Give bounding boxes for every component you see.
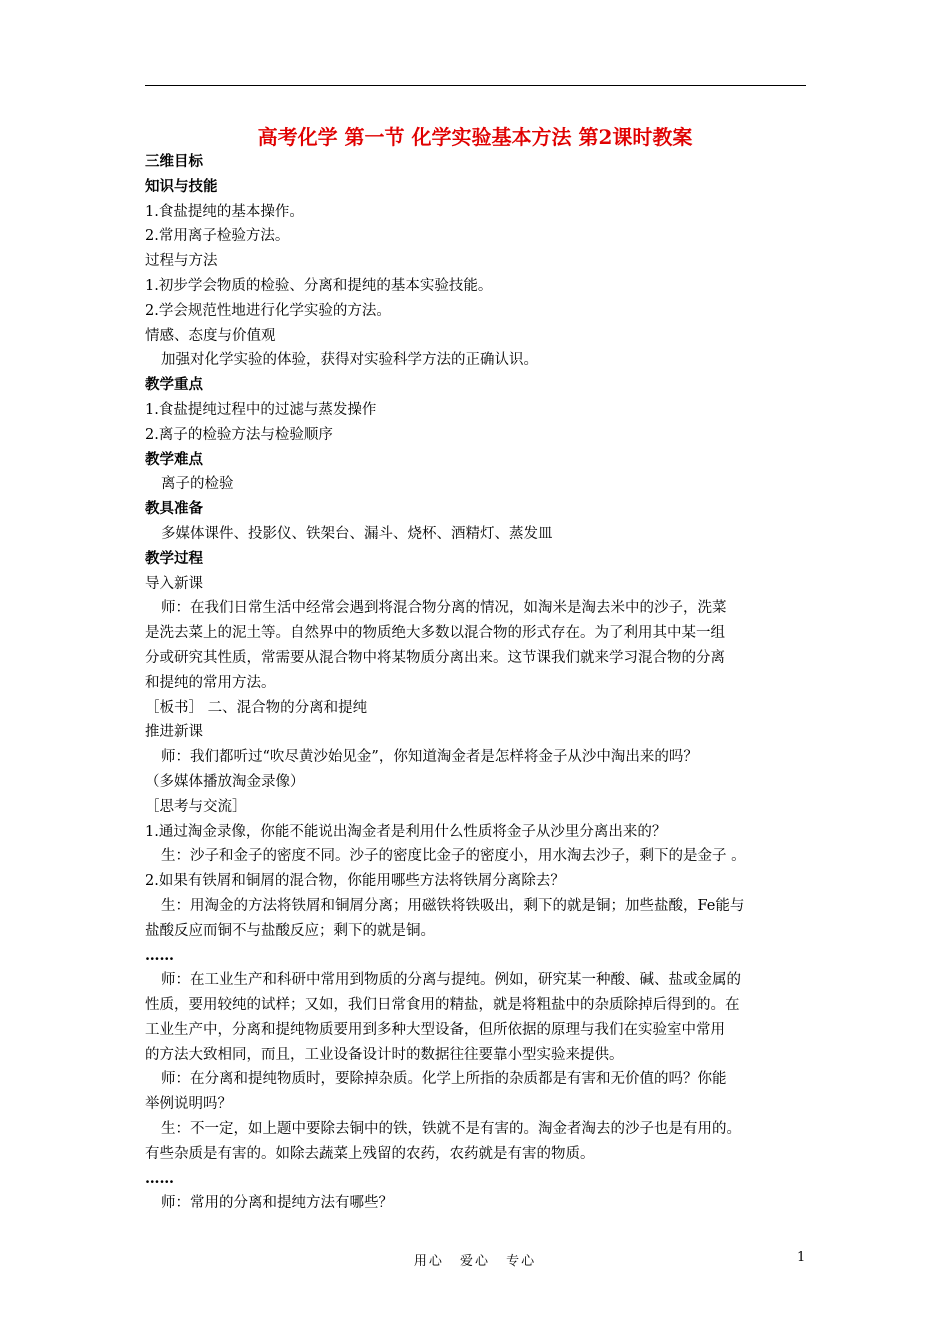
paragraph-line: 多媒体课件、投影仪、铁架台、漏斗、烧杯、酒精灯、蒸发皿 bbox=[161, 525, 553, 542]
section-heading: …… bbox=[145, 946, 174, 964]
paragraph-line: 加强对化学实验的体验，获得对实验科学方法的正确认识。 bbox=[161, 352, 538, 369]
paragraph-line: 2.学会规范性地进行化学实验的方法。 bbox=[145, 302, 391, 319]
section-heading: …… bbox=[145, 1169, 174, 1187]
paragraph-line: 生：沙子和金子的密度不同。沙子的密度比金子的密度小，用水淘去沙子，剩下的是金子 。 bbox=[161, 848, 746, 865]
paragraph-line: ［板书］ 二、混合物的分离和提纯 bbox=[145, 699, 368, 716]
paragraph-line: 1.通过淘金录像，你能不能说出淘金者是利用什么性质将金子从沙里分离出来的？ bbox=[145, 823, 667, 840]
paragraph-line: 有些杂质是有害的。如除去蔬菜上残留的农药，农药就是有害的物质。 bbox=[145, 1145, 595, 1162]
section-heading: 三维目标 bbox=[145, 153, 203, 170]
document-body bbox=[145, 150, 810, 1216]
paragraph-line: 导入新课 bbox=[145, 575, 203, 592]
paragraph-line: 过程与方法 bbox=[145, 253, 218, 270]
paragraph-line: 2.离子的检验方法与检验顺序 bbox=[145, 426, 333, 443]
paragraph-line: ［思考与交流］ bbox=[145, 798, 247, 815]
section-heading: 教学重点 bbox=[145, 376, 203, 394]
paragraph-line: 师：在我们日常生活中经常会遇到将混合物分离的情况，如淘米是淘去米中的沙子，洗菜 bbox=[161, 600, 727, 617]
paragraph-line: 师：在分离和提纯物质时，要除掉杂质。化学上所指的杂质都是有害和无价值的吗？你能 bbox=[161, 1071, 727, 1088]
document-title: 高考化学 第一节 化学实验基本方法 第2课时教案 bbox=[257, 125, 693, 149]
paragraph-line: 情感、态度与价值观 bbox=[145, 327, 276, 344]
paragraph-line: 性质，要用较纯的试样；又如，我们日常食用的精盐，就是将粗盐中的杂质除掉后得到的。在 bbox=[145, 997, 740, 1014]
paragraph-line: 师：在工业生产和科研中常用到物质的分离与提纯。例如，研究某一种酸、碱、盐或金属的 bbox=[161, 972, 741, 989]
paragraph-line: 的方法大致相同，而且，工业设备设计时的数据往往要靠小型实验来提供。 bbox=[145, 1046, 624, 1063]
paragraph-line: 生：不一定，如上题中要除去铜中的铁，铁就不是有害的。淘金者淘去的沙子也是有用的。 bbox=[161, 1121, 741, 1138]
section-heading: 知识与技能 bbox=[145, 177, 218, 195]
header-rule bbox=[145, 85, 806, 86]
section-heading: 教学过程 bbox=[145, 549, 203, 567]
paragraph-line: 2.如果有铁屑和铜屑的混合物，你能用哪些方法将铁屑分离除去？ bbox=[145, 873, 565, 890]
section-heading: 教具准备 bbox=[145, 500, 203, 518]
paragraph-line: 生：用淘金的方法将铁屑和铜屑分离；用磁铁将铁吸出，剩下的就是铜；加些盐酸，Fe能与 bbox=[161, 897, 745, 914]
paragraph-line: 1.食盐提纯的基本操作。 bbox=[145, 203, 304, 220]
paragraph-line: 师：我们都听过“吹尽黄沙始见金”，你知道淘金者是怎样将金子从沙中淘出来的吗？ bbox=[161, 749, 698, 766]
paragraph-line: 工业生产中，分离和提纯物质要用到多种大型设备，但所依据的原理与我们在实验室中常用 bbox=[145, 1021, 725, 1038]
paragraph-line: 盐酸反应而铜不与盐酸反应；剩下的就是铜。 bbox=[145, 922, 435, 939]
paragraph-line: 1.食盐提纯过程中的过滤与蒸发操作 bbox=[145, 401, 377, 418]
page-number: 1 bbox=[797, 1250, 806, 1265]
footer-motto: 用心 爱心 专心 bbox=[413, 1254, 537, 1269]
paragraph-line: 离子的检验 bbox=[161, 476, 234, 493]
paragraph-line: 1.初步学会物质的检验、分离和提纯的基本实验技能。 bbox=[145, 277, 493, 294]
paragraph-line: 推进新课 bbox=[145, 724, 203, 741]
paragraph-line: 是洗去菜上的泥土等。自然界中的物质绝大多数以混合物的形式存在。为了利用其中某一组 bbox=[145, 625, 725, 642]
paragraph-line: 举例说明吗？ bbox=[145, 1096, 232, 1113]
section-heading: 教学难点 bbox=[145, 450, 203, 468]
paragraph-line: 2.常用离子检验方法。 bbox=[145, 228, 290, 245]
paragraph-line: 和提纯的常用方法。 bbox=[145, 674, 276, 691]
paragraph-line: 分或研究其性质，常需要从混合物中将某物质分离出来。这节课我们就来学习混合物的分离 bbox=[145, 649, 725, 666]
paragraph-line: （多媒体播放淘金录像） bbox=[145, 773, 305, 790]
paragraph-line: 师：常用的分离和提纯方法有哪些？ bbox=[161, 1195, 393, 1212]
